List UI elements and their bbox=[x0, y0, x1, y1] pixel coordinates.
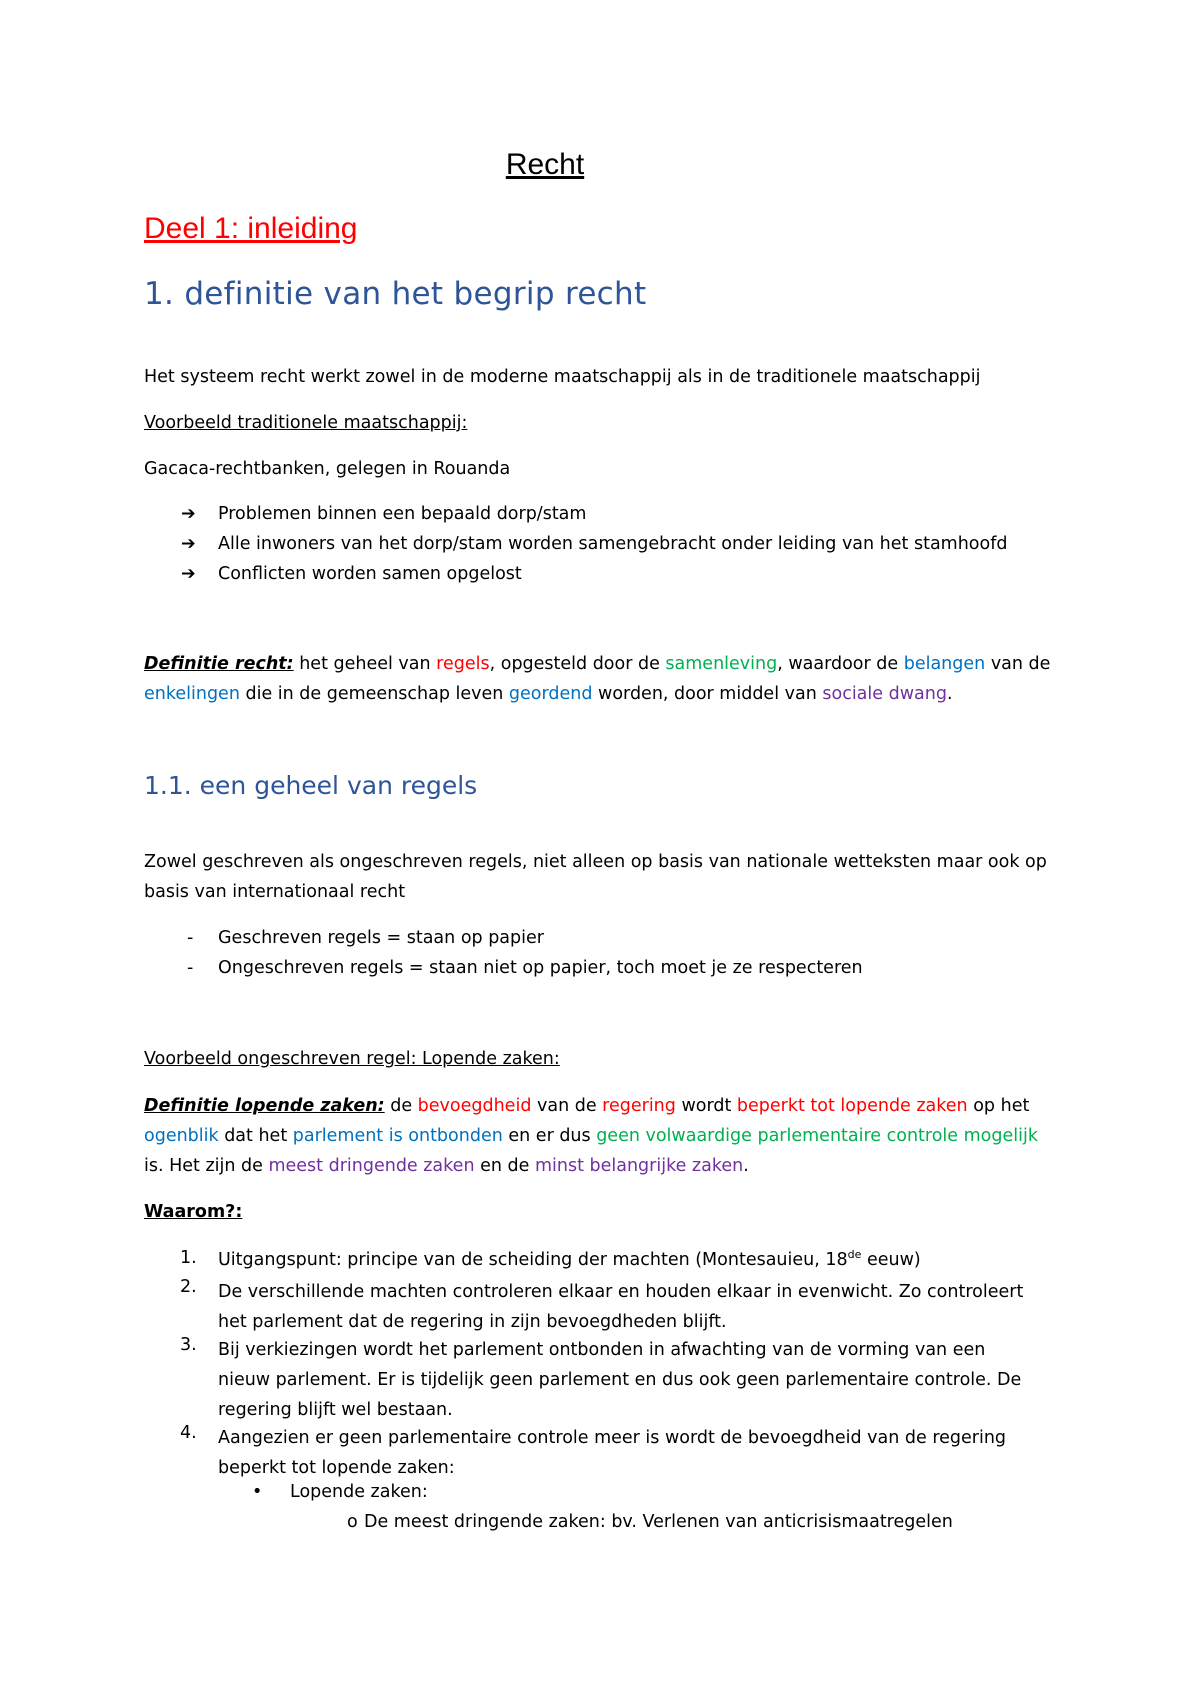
dash-marker: - bbox=[187, 958, 194, 978]
definition-label: Definitie lopende zaken: bbox=[144, 1096, 385, 1116]
heading-1: 1. definitie van het begrip recht bbox=[144, 276, 647, 312]
number-marker: 3. bbox=[180, 1335, 197, 1355]
bullet-item: • Lopende zaken: bbox=[252, 1482, 428, 1502]
list-item bbox=[181, 564, 522, 584]
term-bevoegdheid: bevoegdheid bbox=[417, 1096, 532, 1116]
arrow-icon: ➔ bbox=[181, 564, 196, 584]
arrow-icon: ➔ bbox=[181, 534, 196, 554]
list-item-text: Conflicten worden samen opgelost bbox=[218, 564, 522, 584]
numbered-item-1: 1. Uitgangspunt: principe van de scheiding der machten (Montesauieu, 18de eeuw) bbox=[180, 1248, 921, 1270]
numbered-item-3: 3. Bij verkiezingen wordt het parlement ontbonden in afwachting van de vorming van een nieuw parlement. Er is tijdelijk geen parlement en dus ook geen parlementaire controle. De regering blijft wel bestaan. bbox=[180, 1335, 1022, 1420]
example-traditional-label: Voorbeeld traditionele maatschappij: bbox=[144, 413, 468, 433]
definition-recht-line-1: Definitie recht: het geheel van regels, opgesteld door de samenleving, waardoor de belangen van de bbox=[144, 654, 1051, 674]
circle-bullet-icon: o bbox=[347, 1512, 358, 1532]
example-unwritten-label: Voorbeeld ongeschreven regel: Lopende zaken: bbox=[144, 1049, 560, 1069]
sub-bullet-item: o De meest dringende zaken: bv. Verlenen van anticrisismaatregelen bbox=[347, 1512, 953, 1532]
term-enkelingen: enkelingen bbox=[144, 684, 240, 704]
arrow-icon: ➔ bbox=[181, 504, 196, 524]
term-belangen: belangen bbox=[903, 654, 986, 674]
waarom-label: Waarom?: bbox=[144, 1202, 243, 1222]
term-beperkt: beperkt tot lopende zaken bbox=[736, 1096, 968, 1116]
dash-marker: - bbox=[187, 928, 194, 948]
bullet-icon: • bbox=[252, 1482, 263, 1502]
definition-label: Definitie recht: bbox=[144, 654, 294, 674]
intro-paragraph: Het systeem recht werkt zowel in de moderne maatschappij als in de traditionele maatschappij bbox=[144, 367, 981, 387]
list-item-text: Ongeschreven regels = staan niet op papier, toch moet je ze respecteren bbox=[218, 958, 863, 978]
term-regering: regering bbox=[602, 1096, 676, 1116]
number-marker: 4. bbox=[180, 1423, 197, 1443]
term-dringende-zaken: meest dringende zaken bbox=[268, 1156, 475, 1176]
term-samenleving: samenleving bbox=[665, 654, 778, 674]
number-marker: 2. bbox=[180, 1277, 197, 1297]
definition-lopende-line-3: is. Het zijn de meest dringende zaken en de minst belangrijke zaken. bbox=[144, 1156, 749, 1176]
number-marker: 1. bbox=[180, 1248, 197, 1268]
definition-recht-line-2: enkelingen die in de gemeenschap leven geordend worden, door middel van sociale dwang. bbox=[144, 684, 953, 704]
term-sociale-dwang: sociale dwang bbox=[822, 684, 947, 704]
term-regels: regels bbox=[436, 654, 490, 674]
definition-lopende-line-1: Definitie lopende zaken: de bevoegdheid van de regering wordt beperkt tot lopende zaken op het bbox=[144, 1096, 1030, 1116]
list-item-text: Problemen binnen een bepaald dorp/stam bbox=[218, 504, 587, 524]
term-geordend: geordend bbox=[508, 684, 593, 704]
regels-paragraph-line-1: Zowel geschreven als ongeschreven regels, niet alleen op basis van nationale wetteksten maar ook op bbox=[144, 852, 1047, 872]
regels-paragraph-line-2: basis van internationaal recht bbox=[144, 882, 406, 902]
term-ogenblik: ogenblik bbox=[144, 1126, 219, 1146]
list-item bbox=[187, 958, 863, 978]
term-parlement: parlement is ontbonden bbox=[292, 1126, 503, 1146]
list-item-text: Geschreven regels = staan op papier bbox=[218, 928, 544, 948]
definition-lopende-line-2: ogenblik dat het parlement is ontbonden en er dus geen volwaardige parlementaire controle mogelijk bbox=[144, 1126, 1038, 1146]
numbered-item-4: 4. Aangezien er geen parlementaire controle meer is wordt de bevoegdheid van de regering beperkt tot lopende zaken: bbox=[180, 1423, 1007, 1478]
part-heading: Deel 1: inleiding bbox=[144, 212, 358, 245]
term-minst-belangrijke: minst belangrijke zaken bbox=[534, 1156, 744, 1176]
list-item bbox=[181, 534, 1008, 554]
gacaca-paragraph: Gacaca-rechtbanken, gelegen in Rouanda bbox=[144, 459, 511, 479]
term-controle: geen volwaardige parlementaire controle mogelijk bbox=[596, 1126, 1038, 1146]
numbered-item-2: 2. De verschillende machten controleren elkaar en houden elkaar in evenwicht. Zo controleert het parlement dat de regering in zijn bevoegdheden blijft. bbox=[180, 1277, 1024, 1332]
list-item bbox=[187, 928, 544, 948]
list-item-text: Alle inwoners van het dorp/stam worden samengebracht onder leiding van het stamhoofd bbox=[218, 534, 1008, 554]
list-item bbox=[181, 504, 587, 524]
heading-1-1: 1.1. een geheel van regels bbox=[144, 771, 478, 800]
document-title: Recht bbox=[505, 148, 585, 181]
